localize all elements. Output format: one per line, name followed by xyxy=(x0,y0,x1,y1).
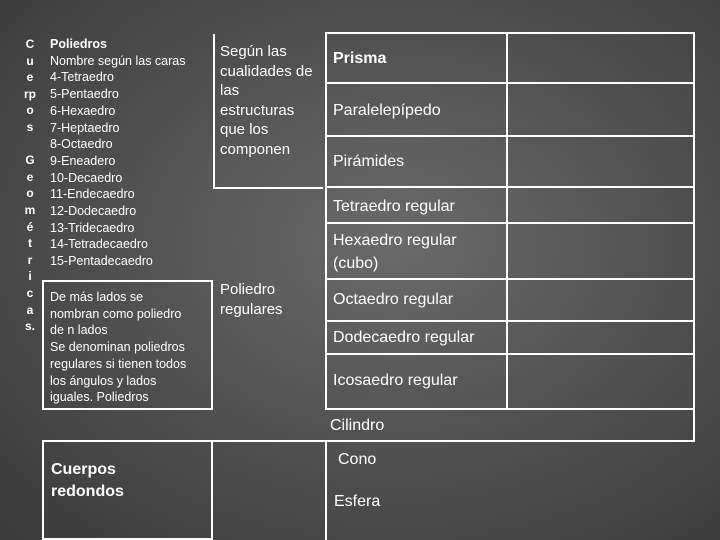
vertical-title-letter: rp xyxy=(24,86,36,101)
vertical-title-letter: s xyxy=(26,119,34,134)
definition-line: De más lados se xyxy=(50,290,144,304)
row-divider xyxy=(325,408,695,410)
definition-line: de n lados xyxy=(50,323,108,338)
redondo-cilindro: Cilindro xyxy=(330,417,385,434)
segun-cell xyxy=(220,42,325,188)
poliedro-item: 10-Decaedro xyxy=(50,170,123,185)
poliedro-item: 12-Dodecaedro xyxy=(50,204,137,219)
poliedros-heading: Poliedros xyxy=(50,37,107,51)
row-divider xyxy=(325,278,695,280)
definition-line: regulares si tienen todos xyxy=(50,356,187,371)
vertical-title-letter: C xyxy=(25,37,35,51)
segun-left-border xyxy=(213,34,215,189)
poliedro-item: 7-Heptaedro xyxy=(50,120,120,135)
cuerpos-redondos-line: Cuerpos xyxy=(51,461,116,478)
segun-line: cualidades de xyxy=(220,62,313,80)
row-divider xyxy=(325,135,695,137)
vertical-title-letter: i xyxy=(28,269,32,284)
poliedro-item: 11-Endecaedro xyxy=(50,187,135,202)
poliedros-intro: Nombre según las caras xyxy=(50,53,186,68)
segun-line: Según las xyxy=(220,43,287,60)
vertical-title-letter: t xyxy=(28,236,32,251)
segun-line: que los xyxy=(220,121,269,138)
vertical-title-letter: m xyxy=(24,202,36,217)
poliedro-item: 5-Pentaedro xyxy=(50,87,119,102)
poliedro-item: 4-Tetraedro xyxy=(50,70,114,85)
poliedro-item: 15-Pentadecaedro xyxy=(50,254,153,269)
row-divider xyxy=(325,353,695,355)
segun-line: componen xyxy=(220,140,291,158)
definition-box xyxy=(42,280,213,410)
poliedro-item: 8-Octaedro xyxy=(50,137,113,152)
cuerpos-redondos-spacer xyxy=(212,440,327,540)
type-piramides: Pirámides xyxy=(333,153,405,170)
poliedro-item: 13-Tridecaedro xyxy=(50,220,135,235)
segun-bottom-border xyxy=(213,187,323,189)
regular-dodecaedro: Dodecaedro regular xyxy=(333,329,475,346)
definition-line: los ángulos y lados xyxy=(50,373,157,388)
poliedro-regulares-line: regulares xyxy=(220,300,283,318)
segun-line: estructuras xyxy=(220,101,295,119)
definition-line: Se denominan poliedros xyxy=(50,340,185,355)
poliedro-item: 9-Eneadero xyxy=(50,153,116,168)
poliedro-regulares-line: Poliedro xyxy=(220,281,276,298)
poliedro-item: 14-Tetradecaedro xyxy=(50,237,148,252)
vertical-title-gap xyxy=(18,136,42,153)
vertical-title-letter: c xyxy=(26,285,34,300)
vertical-title-letter: o xyxy=(26,103,34,118)
row-divider xyxy=(325,320,695,322)
redondo-esfera: Esfera xyxy=(334,493,381,510)
row-divider xyxy=(325,440,695,442)
poliedro-regulares-cell xyxy=(220,280,325,319)
cuerpos-redondos-label xyxy=(51,459,124,503)
regular-icosaedro: Icosaedro regular xyxy=(333,372,458,389)
vertical-title-letter: u xyxy=(26,53,34,68)
segun-line: las xyxy=(220,82,240,99)
row-divider xyxy=(325,186,695,188)
vertical-title-letter: G xyxy=(25,153,35,168)
definition-line: nombran como poliedro xyxy=(50,306,182,321)
vertical-title-letter: e xyxy=(26,70,34,85)
row-divider xyxy=(325,82,695,84)
poliedro-item: 6-Hexaedro xyxy=(50,103,116,118)
regular-tetraedro: Tetraedro regular xyxy=(333,198,455,215)
definition-line: iguales. Poliedros xyxy=(50,390,149,405)
regular-octaedro: Octaedro regular xyxy=(333,291,454,308)
vertical-title-letter: a xyxy=(26,302,34,317)
redondo-cono: Cono xyxy=(338,451,377,468)
regular-hexaedro-cubo: (cubo) xyxy=(333,255,379,272)
vertical-title xyxy=(18,36,42,335)
vertical-title-letter: e xyxy=(26,169,34,184)
vertical-title-letter: r xyxy=(27,252,33,267)
type-paralelepipedo: Paralelepípedo xyxy=(333,102,441,119)
cuerpos-redondos-line: redondos xyxy=(51,483,124,500)
regular-hexaedro: Hexaedro regular xyxy=(333,232,457,249)
cuerpos-redondos-box xyxy=(42,440,213,540)
type-prisma: Prisma xyxy=(333,50,387,67)
vertical-title-letter: s. xyxy=(24,319,35,334)
row-divider xyxy=(325,32,695,34)
vertical-title-letter: é xyxy=(26,219,34,234)
poliedros-cell xyxy=(50,36,215,270)
cilindro-right-border xyxy=(693,408,695,442)
row-divider xyxy=(325,222,695,224)
vertical-title-letter: o xyxy=(26,186,34,201)
